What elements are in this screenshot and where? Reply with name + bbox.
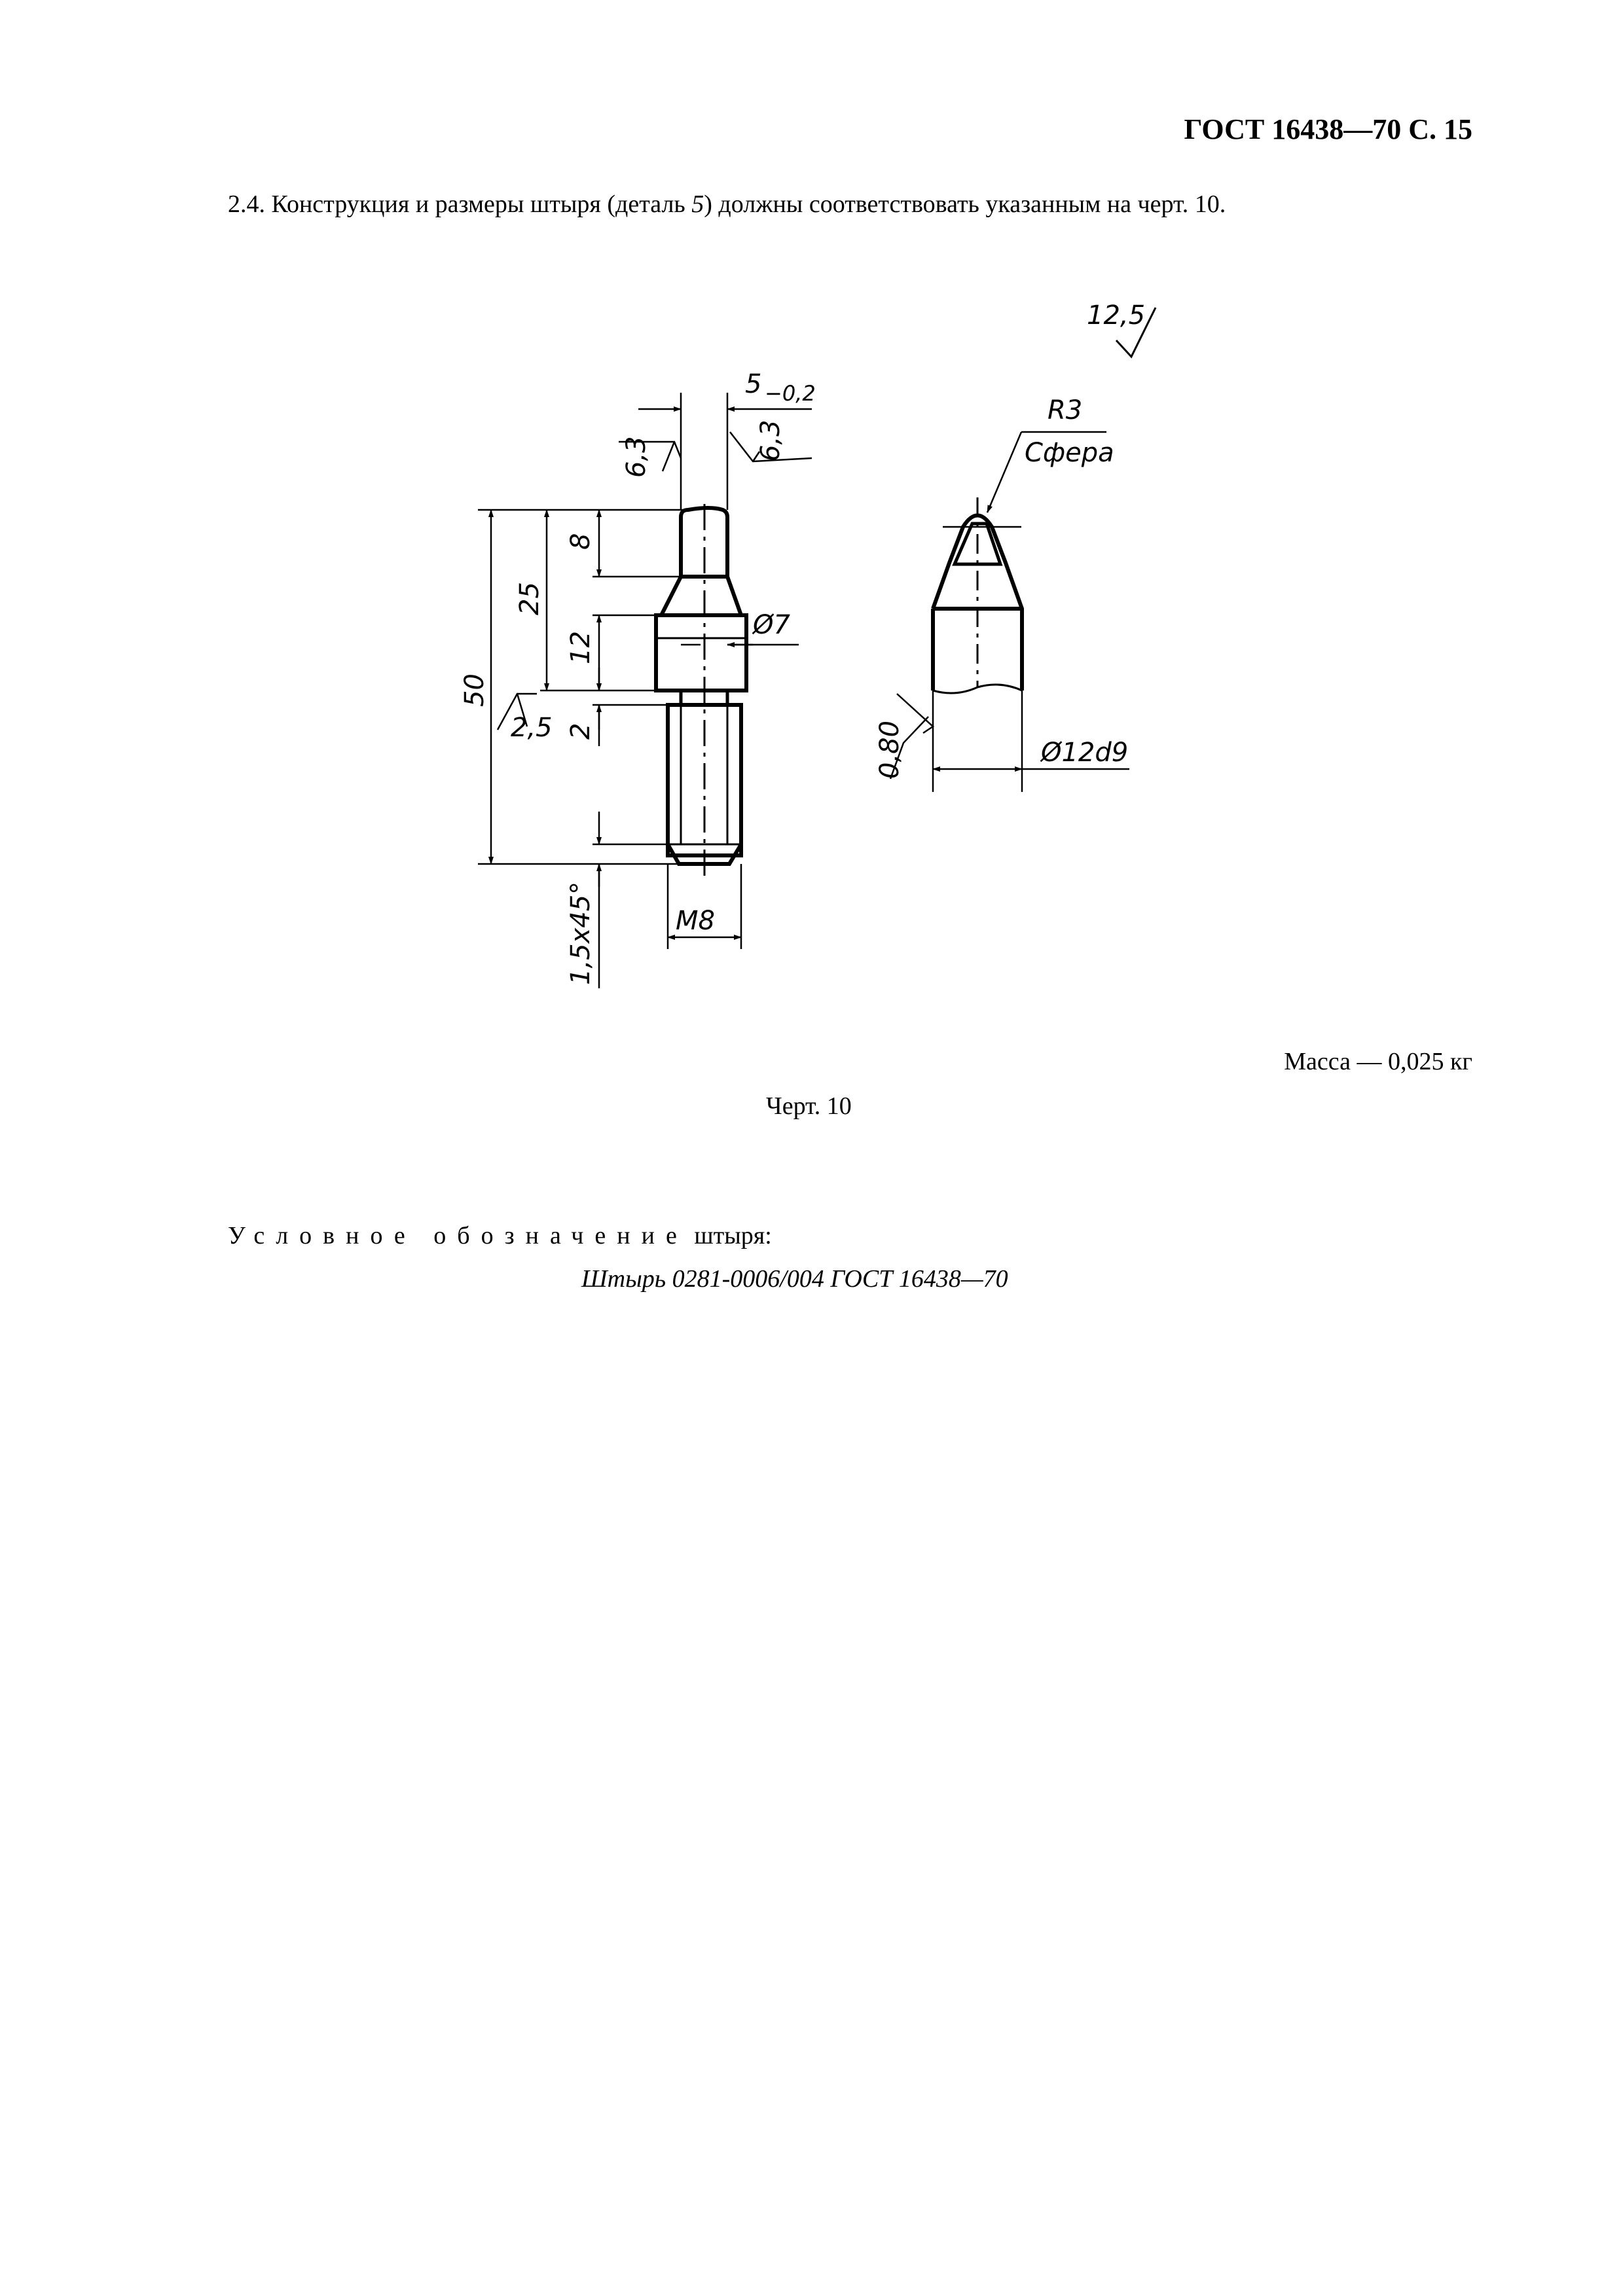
- dim-width-tolerance: −0,2: [765, 381, 816, 406]
- paragraph-part-number: 5: [691, 190, 704, 218]
- dim-50-label: 50: [460, 673, 490, 707]
- pin-cone-outline: [661, 577, 741, 615]
- label-sphere: Сфера: [1025, 438, 1114, 468]
- roughness-right-label: 6,3: [756, 420, 786, 461]
- mass-note: Масса — 0,025 кг: [1284, 1048, 1472, 1075]
- roughness-left-label: 6,3: [621, 436, 651, 478]
- roughness-0-80-label: 0,80: [875, 720, 905, 779]
- roughness-general-label: 12,5: [1087, 300, 1146, 331]
- roughness-2-5-label: 2,5: [511, 713, 553, 743]
- designation-label: [228, 1221, 772, 1250]
- figure-caption: Черт. 10: [766, 1092, 852, 1120]
- dim-12-label: 12: [566, 631, 596, 664]
- paragraph-text-start: 2.4. Конструкция и размеры штыря (деталь: [228, 190, 692, 218]
- paragraph-text-end: ) должны соответствовать указанным на черт. 10.: [704, 190, 1226, 218]
- dim-d12-label: Ø12d9: [1041, 738, 1129, 768]
- pin-tip-view: [933, 497, 1022, 693]
- dim-2-label: 2: [566, 723, 596, 740]
- dim-chamfer-label: 1,5x45°: [566, 881, 596, 985]
- pin-dimension-labels: [460, 369, 816, 985]
- dim-r3-label: R3: [1048, 395, 1083, 425]
- dim-8-label: 8: [566, 533, 596, 550]
- pin-dimensions: [478, 393, 812, 988]
- designation-label-spaced: Условное обозначение: [228, 1222, 688, 1249]
- roughness-general: [1087, 300, 1156, 357]
- pin-collar-outline: [656, 615, 746, 691]
- designation-value: Штырь 0281-0006/004 ГОСТ 16438—70: [581, 1265, 1008, 1293]
- pin-side-view: [656, 504, 746, 877]
- dim-width-label: 5: [745, 369, 762, 399]
- dim-d7-label: Ø7: [753, 610, 790, 640]
- designation-label-rest: штыря:: [687, 1222, 772, 1249]
- page-header: ГОСТ 16438—70 С. 15: [1184, 113, 1472, 145]
- tip-dimension-labels: [875, 395, 1128, 779]
- dim-m8-label: M8: [676, 906, 715, 936]
- dim-25-label: 25: [515, 582, 545, 615]
